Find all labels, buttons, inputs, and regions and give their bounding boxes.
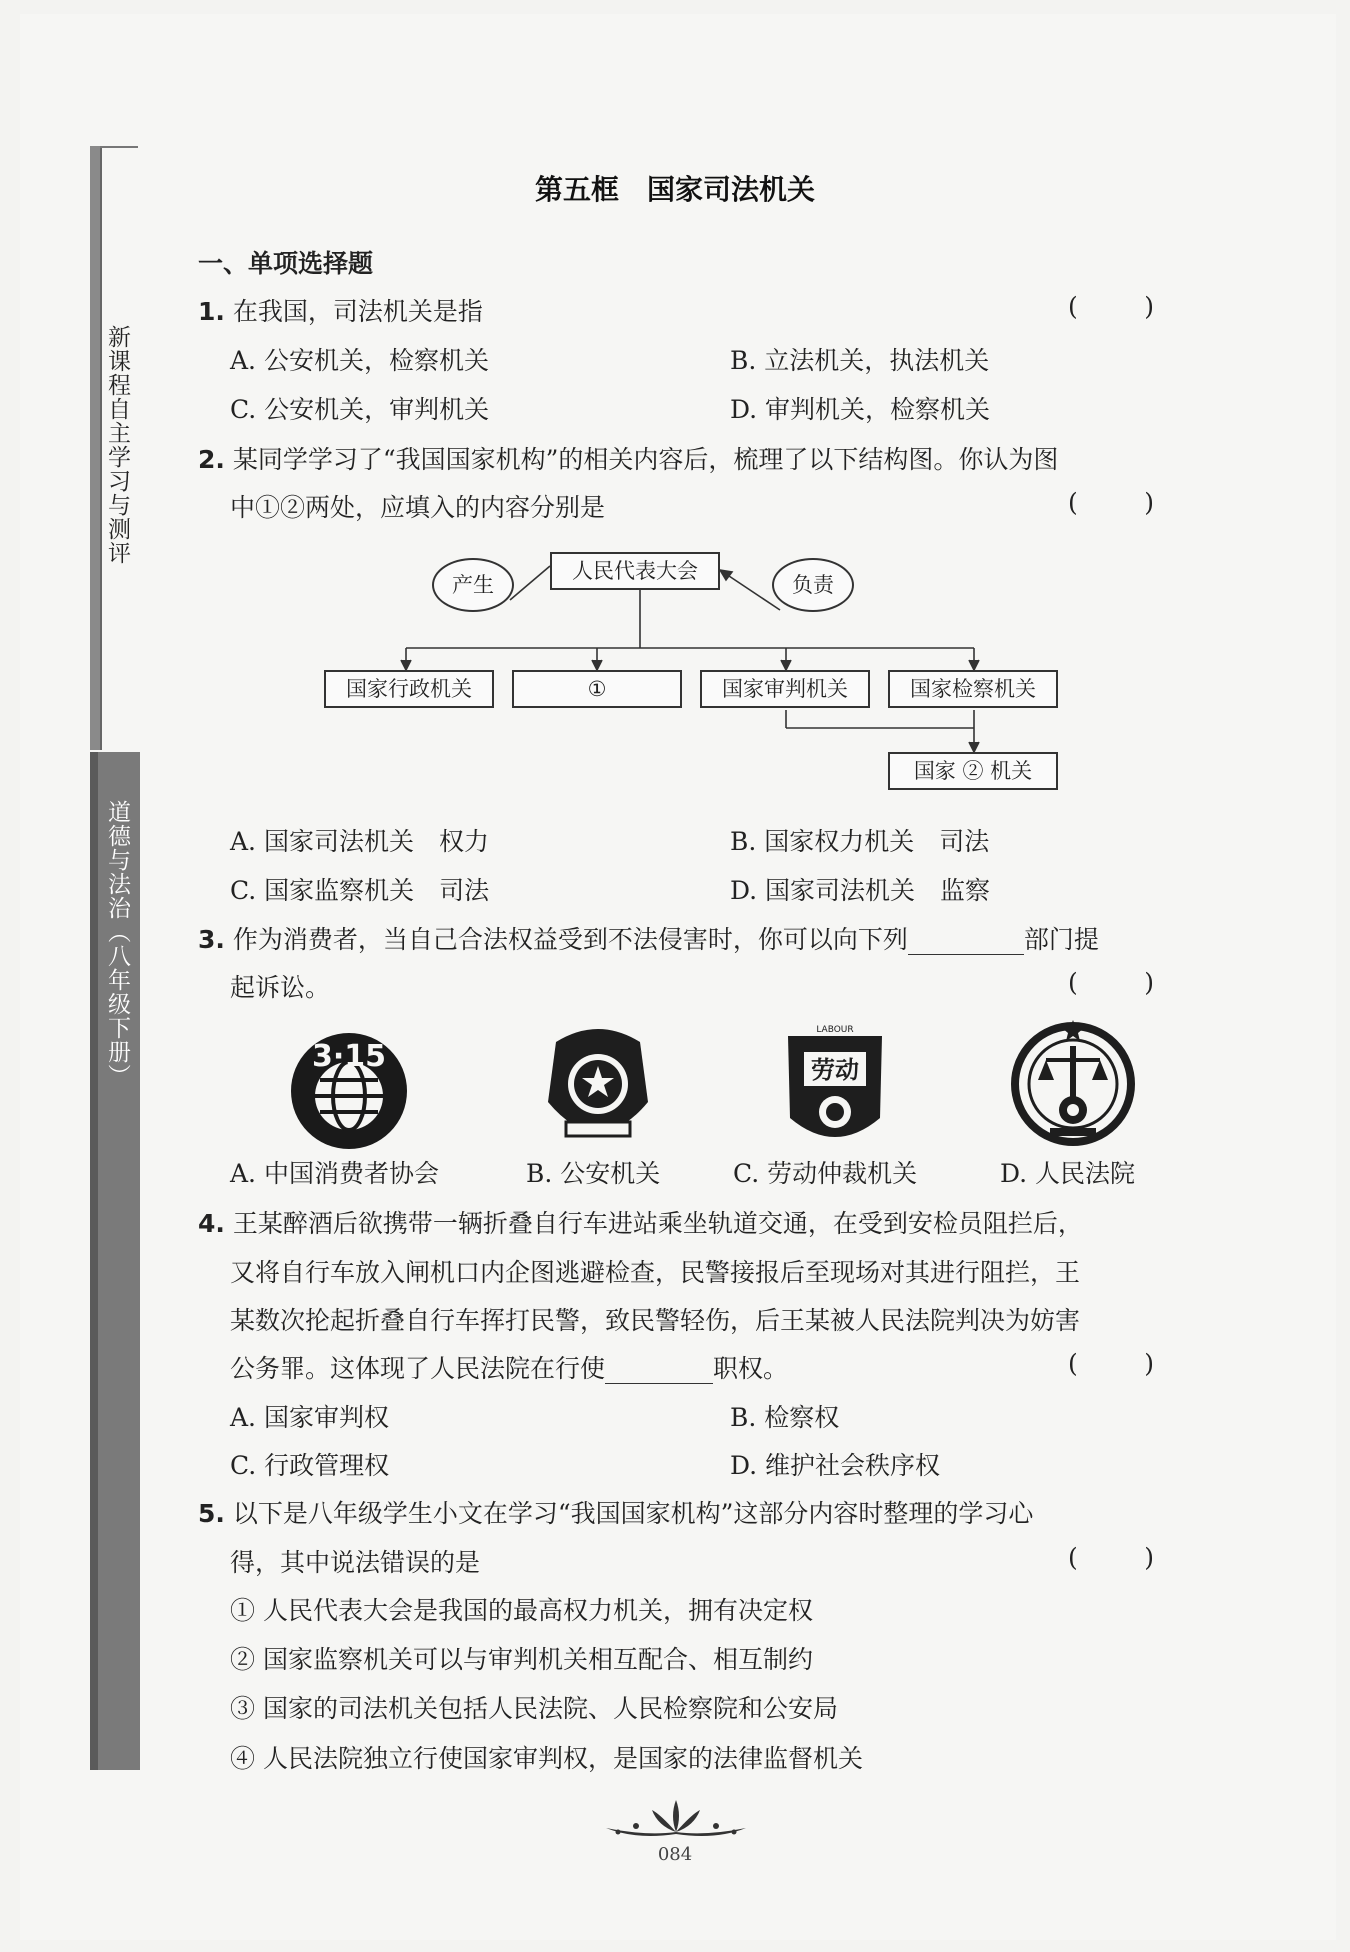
- q3-answer-paren[interactable]: ( ): [1068, 968, 1154, 997]
- q5-text-line1: 以下是八年级学生小文在学习“我国国家机构”这部分内容时整理的学习心: [232, 1499, 1034, 1528]
- sidebar-upper-text: 新课程自主学习与测评: [104, 325, 130, 565]
- q5-number: 5.: [198, 1499, 225, 1528]
- title-part2: 国家司法机关: [647, 173, 816, 206]
- section-heading: 一、单项选择题: [198, 249, 374, 278]
- q1-option-a[interactable]: A. 公安机关，检察机关: [230, 346, 489, 375]
- q3-number: 3.: [198, 925, 225, 954]
- q4-text-line1: 王某醉酒后欲携带一辆折叠自行车进站乘坐轨道交通，在受到安检员阻拦后，: [232, 1209, 1083, 1238]
- q2-option-c[interactable]: C. 国家监察机关 司法: [230, 876, 490, 905]
- q4-blank[interactable]: [605, 1354, 713, 1384]
- sidebar-lower-text: 道德与法治（八年级下册）: [104, 800, 130, 1088]
- q1-option-d[interactable]: D. 审判机关，检察机关: [730, 395, 991, 424]
- diagram-box-blank1: ①: [512, 670, 682, 708]
- q3-option-a[interactable]: A. 中国消费者协会: [230, 1159, 439, 1188]
- diagram-box-judicial: 国家审判机关: [700, 670, 870, 708]
- q4-line2: 又将自行车放入闸机口内企图逃避检查，民警接报后至现场对其进行阻拦，王: [230, 1258, 1081, 1287]
- svg-text:3·15: 3·15: [311, 1039, 387, 1074]
- q1-answer-paren[interactable]: ( ): [1068, 292, 1154, 321]
- consumer-315-logo-icon: [284, 1030, 414, 1152]
- q2-number: 2.: [198, 445, 225, 474]
- diagram-box-executive: 国家行政机关: [324, 670, 494, 708]
- diagram-left-ellipse: 产生: [432, 558, 514, 612]
- q5-answer-paren[interactable]: ( ): [1068, 1543, 1154, 1572]
- q5-line2: 得，其中说法错误的是: [230, 1548, 481, 1577]
- diagram-box-blank2: 国家 ② 机关: [888, 752, 1058, 790]
- q4-text-before: 公务罪。这体现了人民法院在行使: [230, 1354, 606, 1383]
- q4-line3: 某数次抡起折叠自行车挥打民警，致民警轻伤，后王某被人民法院判决为妨害: [230, 1306, 1081, 1335]
- diagram-box-procuratorial: 国家检察机关: [888, 670, 1058, 708]
- q4-option-c[interactable]: C. 行政管理权: [230, 1451, 390, 1480]
- q1-option-b[interactable]: B. 立法机关，执法机关: [730, 346, 990, 375]
- q2-stem-line2: 中①②两处，应填入的内容分别是: [230, 493, 606, 522]
- q1-text: 在我国，司法机关是指: [232, 297, 483, 326]
- title-part1: 第五框: [534, 173, 619, 206]
- q4-answer-paren[interactable]: ( ): [1068, 1349, 1154, 1378]
- q2-option-d[interactable]: D. 国家司法机关 监察: [730, 876, 991, 905]
- q1-number: 1.: [198, 297, 225, 326]
- police-emblem-icon: [536, 1022, 660, 1152]
- labour-emblem-icon: [780, 1022, 890, 1152]
- q2-text-line1: 某同学学习了“我国国家机构”的相关内容后，梳理了以下结构图。你认为图: [232, 445, 1059, 474]
- q3-text-before: 作为消费者，当自己合法权益受到不法侵害时，你可以向下列: [232, 925, 908, 954]
- q5-item-1: ① 人民代表大会是我国的最高权力机关，拥有决定权: [230, 1596, 813, 1625]
- q3-text-after: 部门提: [1023, 925, 1099, 954]
- q5-item-3: ③ 国家的司法机关包括人民法院、人民检察院和公安局: [230, 1694, 838, 1723]
- q5-item-2: ② 国家监察机关可以与审判机关相互配合、相互制约: [230, 1645, 813, 1674]
- q5-item-4: ④ 人民法院独立行使国家审判权，是国家的法律监督机关: [230, 1744, 863, 1773]
- svg-text:劳动: 劳动: [811, 1056, 859, 1084]
- q5-line1: [198, 1494, 1033, 1530]
- q3-blank[interactable]: [908, 925, 1024, 955]
- q4-line1: [198, 1204, 1083, 1240]
- q2-option-a[interactable]: A. 国家司法机关 权力: [230, 827, 489, 856]
- q3-option-c[interactable]: C. 劳动仲裁机关: [733, 1159, 918, 1188]
- q4-option-d[interactable]: D. 维护社会秩序权: [730, 1451, 941, 1480]
- svg-text:LABOUR: LABOUR: [816, 1025, 854, 1035]
- q4-option-b[interactable]: B. 检察权: [730, 1403, 840, 1432]
- diagram-right-ellipse: 负责: [772, 558, 854, 612]
- sidebar-lower-edge: [90, 752, 98, 1770]
- q4-number: 4.: [198, 1209, 225, 1238]
- q2-option-b[interactable]: B. 国家权力机关 司法: [730, 827, 990, 856]
- q3-option-d[interactable]: D. 人民法院: [1000, 1159, 1136, 1188]
- q3-stem-line1: [198, 920, 1099, 956]
- q4-line4: [230, 1349, 788, 1385]
- q3-stem-line2: 起诉讼。: [230, 973, 331, 1002]
- q1-option-c[interactable]: C. 公安机关，审判机关: [230, 395, 490, 424]
- floral-ornament-icon: [596, 1796, 756, 1846]
- q3-option-b[interactable]: B. 公安机关: [526, 1159, 661, 1188]
- page-number: 084: [657, 1844, 693, 1865]
- court-emblem-icon: [1010, 1014, 1136, 1148]
- q4-option-a[interactable]: A. 国家审判权: [230, 1403, 389, 1432]
- diagram-top-box: 人民代表大会: [550, 552, 720, 590]
- q2-answer-paren[interactable]: ( ): [1068, 488, 1154, 517]
- q4-text-after: 职权。: [713, 1354, 789, 1383]
